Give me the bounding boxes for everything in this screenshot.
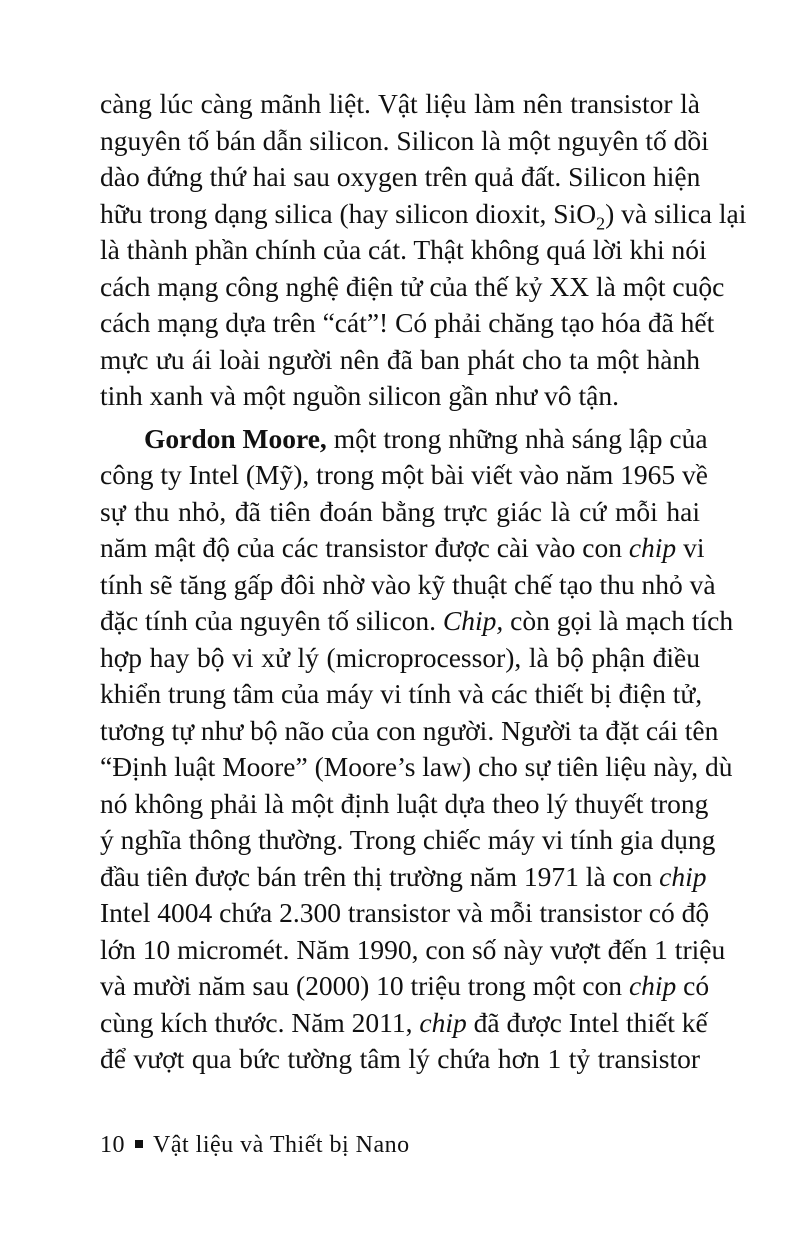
paragraph-2 — [100, 421, 734, 1078]
italic-term: chip — [628, 532, 677, 563]
text-run: và mười năm sau (2000) 10 triệu trong một con — [100, 970, 629, 1001]
text-run: ) và silica lại — [605, 197, 747, 229]
text-run: hữu trong dạng silica (hay silicon dioxit, SiO — [100, 197, 597, 229]
text-line: cách mạng dựa trên “cát”! Có phải chăng tạo hóa đã hết — [100, 307, 715, 338]
text-line: Intel 4004 chứa 2.300 transistor và mỗi transistor có độ — [100, 897, 710, 928]
bold-name: Gordon Moore, — [144, 422, 327, 454]
text-line: tương tự như bộ não của con người. Người ta đặt cái tên — [100, 714, 719, 746]
text-line: ý nghĩa thông thường. Trong chiếc máy vi tính gia dụng — [100, 824, 716, 855]
italic-term: chip — [659, 860, 707, 892]
text-line: khiển trung tâm của máy vi tính và các thiết bị điện tử, — [100, 678, 703, 709]
italic-term: Chip, — [442, 605, 504, 636]
text-run: đặc tính của nguyên tố silicon. — [100, 605, 443, 636]
text-run: vi — [676, 532, 705, 563]
text-line — [100, 421, 708, 458]
text-line: sự thu nhỏ, đã tiên đoán bằng trực giác là cứ mỗi hai — [100, 495, 700, 527]
text-line: nguyên tố bán dẫn silicon. Silicon là một nguyên tố dồi — [100, 124, 709, 156]
text-run: năm mật độ của các transistor được cài vào con — [100, 532, 629, 563]
text-line: tinh xanh và một nguồn silicon gần như vô tận. — [100, 380, 620, 411]
book-title: Vật liệu và Thiết bị Nano — [153, 1132, 410, 1158]
subscript: 2 — [596, 213, 606, 233]
text-line — [100, 859, 707, 896]
italic-term: chip — [628, 970, 677, 1001]
text-line — [100, 1005, 708, 1042]
text-line: công ty Intel (Mỹ), trong một bài viết vào năm 1965 về — [100, 459, 708, 490]
text-line: hợp hay bộ vi xử lý (microprocessor), là bộ phận điều — [100, 641, 700, 673]
text-run: còn gọi là mạch tích — [503, 605, 734, 636]
text-line: lớn 10 micromét. Năm 1990, con số này vượt đến 1 triệu — [100, 933, 726, 965]
text-line — [100, 196, 747, 233]
text-line: mực ưu ái loài người nên đã ban phát cho ta một hành — [100, 343, 700, 375]
paragraph-1 — [100, 86, 747, 415]
text-line: nó không phải là một định luật dựa theo lý thuyết trong — [100, 787, 709, 819]
text-line: cách mạng công nghệ điện tử của thế kỷ XX là một cuộc — [100, 270, 725, 302]
text-line — [100, 530, 705, 567]
text-line — [100, 968, 710, 1005]
page-number: 10 — [100, 1132, 125, 1158]
text-line — [100, 603, 734, 640]
page-footer — [100, 1130, 410, 1160]
square-bullet-icon — [135, 1140, 143, 1148]
italic-term: chip — [419, 1006, 467, 1038]
text-run: một trong những nhà sáng lập của — [326, 422, 708, 454]
text-line: là thành phần chính của cát. Thật không quá lời khi nói — [100, 234, 707, 265]
text-line: tính sẽ tăng gấp đôi nhờ vào kỹ thuật chế tạo thu nhỏ và — [100, 568, 716, 600]
text-run: đầu tiên được bán trên thị trường năm 1971 là con — [100, 860, 660, 892]
text-run: có — [676, 970, 710, 1001]
text-line: để vượt qua bức tường tâm lý chứa hơn 1 tỷ transistor — [100, 1043, 700, 1074]
text-line: dào đứng thứ hai sau oxygen trên quả đất. Silicon hiện — [100, 161, 701, 192]
text-line: “Định luật Moore” (Moore’s law) cho sự tiên liệu này, dù — [100, 751, 733, 782]
text-line: càng lúc càng mãnh liệt. Vật liệu làm nên transistor là — [100, 88, 700, 119]
text-run: cùng kích thước. Năm 2011, — [100, 1006, 420, 1038]
text-run: đã được Intel thiết kế — [466, 1006, 708, 1038]
page-body — [100, 86, 747, 1078]
